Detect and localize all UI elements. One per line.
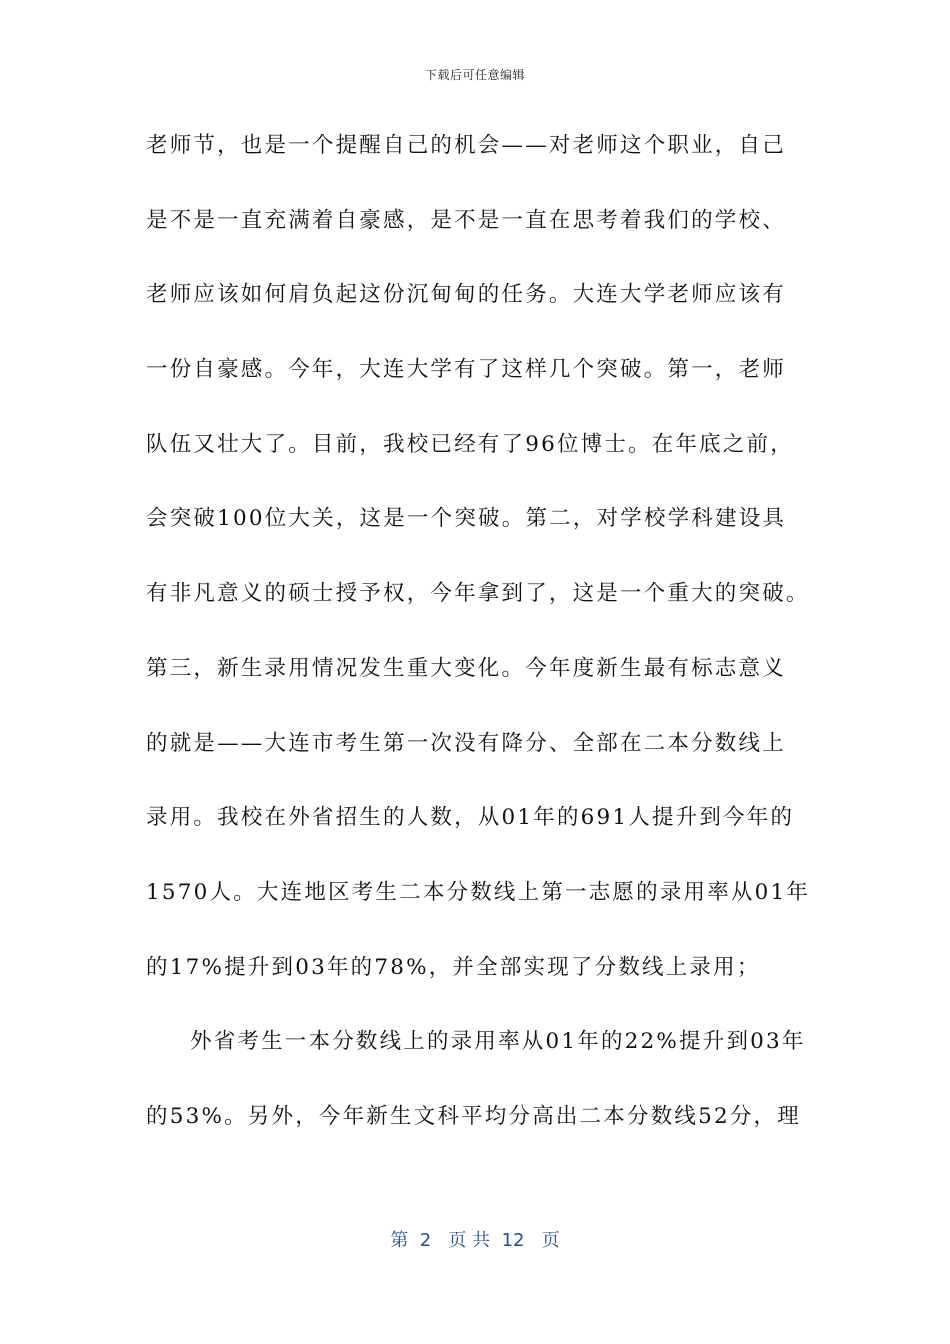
paragraph-line: 的就是——大连市考生第一次没有降分、全部在二本分数线上 (146, 730, 786, 756)
paragraph-line: 会突破100位大关，这是一个突破。第二，对学校学科建设具 (146, 506, 787, 532)
paragraph-line-indented: 外省考生一本分数线上的录用率从01年的22%提升到03年 (190, 1029, 806, 1055)
paragraph-line: 1570人。大连地区考生二本分数线上第一志愿的录用率从01年 (146, 879, 811, 905)
paragraph-line: 老师节，也是一个提醒自己的机会——对老师这个职业，自己 (146, 133, 786, 158)
paragraph-line: 的17%提升到03年的78%，并全部实现了分数线上录用； (146, 954, 761, 980)
paragraph-line: 的53%。另外，今年新生文科平均分高出二本分数线52分，理 (146, 1103, 801, 1129)
paragraph-line: 一份自豪感。今年，大连大学有了这样几个突破。第一，老师 (146, 357, 786, 383)
page-header: 下载后可任意编辑 (424, 68, 525, 82)
paragraph-line: 录用。我校在外省招生的人数，从01年的691人提升到今年的 (146, 805, 795, 831)
paragraph-line: 是不是一直充满着自豪感，是不是一直在思考着我们的学校、 (146, 207, 786, 233)
paragraph-line: 有非凡意义的硕士授予权，今年拿到了，这是一个重大的突破。 (146, 581, 810, 607)
page-number-footer: 第 2 页 共 12 页 (390, 1230, 560, 1251)
paragraph-line: 队伍又壮大了。目前，我校已经有了96位博士。在年底之前， (146, 431, 794, 457)
paragraph-line: 老师应该如何肩负起这份沉甸甸的任务。大连大学老师应该有 (146, 282, 786, 308)
paragraph-line: 第三，新生录用情况发生重大变化。今年度新生最有标志意义 (146, 655, 786, 681)
document-body (146, 126, 816, 1172)
